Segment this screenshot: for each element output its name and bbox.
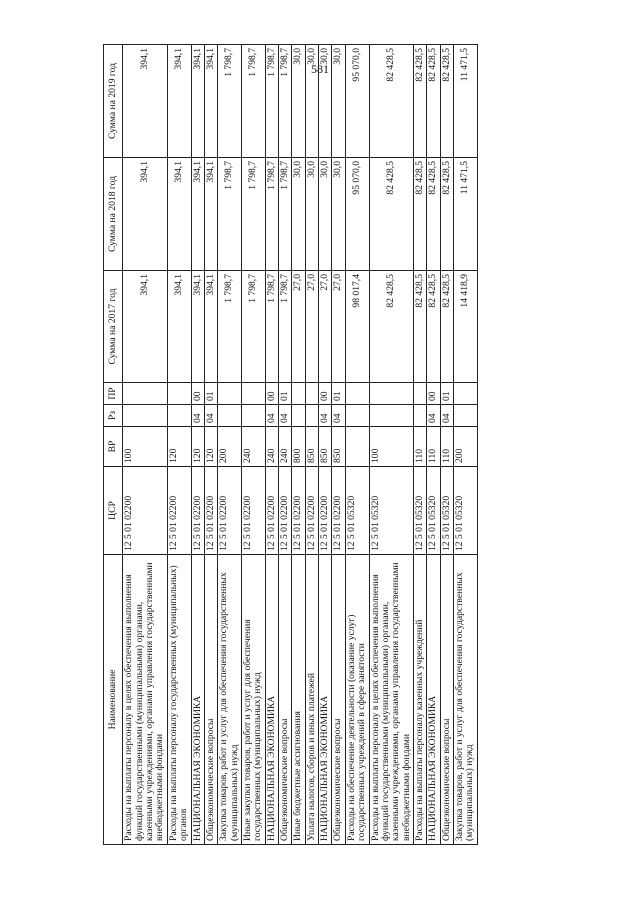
- table-row: [413, 45, 426, 845]
- cell-csr: 12 5 01 05320: [413, 467, 426, 555]
- table-row: [218, 45, 242, 845]
- cell-vr: 110: [440, 427, 453, 467]
- cell-y2019: 82 428,5: [440, 45, 453, 158]
- cell-pr: 00: [265, 383, 278, 405]
- cell-vr: 120: [167, 427, 191, 467]
- table-body: [123, 45, 477, 845]
- cell-y2018: 30,0: [292, 158, 305, 271]
- table-row: [319, 45, 332, 845]
- cell-y2018: 394,1: [123, 158, 167, 271]
- cell-y2018: 30,0: [332, 158, 345, 271]
- table-row: [241, 45, 265, 845]
- cell-rz: [369, 405, 413, 427]
- cell-name: Общеэкономические вопросы: [279, 555, 292, 845]
- cell-csr: 12 5 01 05320: [345, 467, 369, 555]
- table-row: [292, 45, 305, 845]
- table-row: [440, 45, 453, 845]
- cell-y2017: 82 428,5: [440, 271, 453, 383]
- budget-table: [103, 44, 478, 845]
- cell-y2018: 394,1: [204, 158, 217, 271]
- cell-name: Закупка товаров, работ и услуг для обеспечения государственных (муниципальных) нужд: [454, 555, 478, 845]
- cell-y2017: 14 418,9: [454, 271, 478, 383]
- cell-y2019: 11 471,5: [454, 45, 478, 158]
- cell-rz: [218, 405, 242, 427]
- cell-y2017: 394,1: [167, 271, 191, 383]
- cell-y2018: 82 428,5: [440, 158, 453, 271]
- table-row: [123, 45, 167, 845]
- cell-pr: [454, 383, 478, 405]
- cell-pr: 01: [279, 383, 292, 405]
- cell-y2017: 1 798,7: [218, 271, 242, 383]
- cell-csr: 12 5 01 02200: [218, 467, 242, 555]
- cell-pr: [345, 383, 369, 405]
- cell-csr: 12 5 01 05320: [454, 467, 478, 555]
- cell-name: НАЦИОНАЛЬНАЯ ЭКОНОМИКА: [319, 555, 332, 845]
- header-vr: ВР: [104, 427, 123, 467]
- header-pr: ПР: [104, 383, 123, 405]
- cell-y2018: 394,1: [191, 158, 204, 271]
- cell-y2017: 1 798,7: [241, 271, 265, 383]
- cell-pr: [123, 383, 167, 405]
- table-row: [369, 45, 413, 845]
- cell-pr: [413, 383, 426, 405]
- header-2017: Сумма на 2017 год: [104, 271, 123, 383]
- cell-rz: 04: [332, 405, 345, 427]
- cell-csr: 12 5 01 02200: [332, 467, 345, 555]
- cell-vr: 240: [279, 427, 292, 467]
- cell-csr: 12 5 01 02200: [319, 467, 332, 555]
- cell-vr: 120: [204, 427, 217, 467]
- header-2018: Сумма на 2018 год: [104, 158, 123, 271]
- cell-y2017: 82 428,5: [427, 271, 440, 383]
- cell-pr: 01: [204, 383, 217, 405]
- cell-y2018: 1 798,7: [279, 158, 292, 271]
- cell-y2019: 1 798,7: [241, 45, 265, 158]
- cell-csr: 12 5 01 02200: [279, 467, 292, 555]
- cell-name: Расходы на выплаты персоналу казенных учреждений: [413, 555, 426, 845]
- cell-pr: 00: [427, 383, 440, 405]
- table-row: [345, 45, 369, 845]
- cell-name: Расходы на обеспечение деятельности (оказание услуг) государственных учреждений в сфере занятости: [345, 555, 369, 845]
- cell-rz: [454, 405, 478, 427]
- cell-pr: [292, 383, 305, 405]
- cell-y2017: 82 428,5: [369, 271, 413, 383]
- cell-y2018: 95 070,0: [345, 158, 369, 271]
- cell-vr: 200: [218, 427, 242, 467]
- cell-y2017: 82 428,5: [413, 271, 426, 383]
- cell-y2018: 1 798,7: [265, 158, 278, 271]
- table-row: [305, 45, 318, 845]
- cell-y2019: 30,0: [292, 45, 305, 158]
- cell-vr: 110: [427, 427, 440, 467]
- cell-y2017: 27,0: [292, 271, 305, 383]
- table-row: [279, 45, 292, 845]
- cell-csr: 12 5 01 05320: [369, 467, 413, 555]
- cell-rz: 04: [319, 405, 332, 427]
- cell-y2017: 27,0: [305, 271, 318, 383]
- cell-y2019: 95 070,0: [345, 45, 369, 158]
- cell-pr: [167, 383, 191, 405]
- header-2019: Сумма на 2019 год: [104, 45, 123, 158]
- cell-pr: 01: [332, 383, 345, 405]
- cell-y2019: 394,1: [123, 45, 167, 158]
- table-row: [332, 45, 345, 845]
- cell-y2019: 30,0: [305, 45, 318, 158]
- table-row: [167, 45, 191, 845]
- cell-y2018: 82 428,5: [413, 158, 426, 271]
- table-row: [454, 45, 478, 845]
- cell-pr: 00: [319, 383, 332, 405]
- cell-name: Общеэкономические вопросы: [332, 555, 345, 845]
- cell-y2019: 30,0: [332, 45, 345, 158]
- cell-name: Уплата налогов, сборов и иных платежей: [305, 555, 318, 845]
- cell-vr: 850: [305, 427, 318, 467]
- cell-csr: 12 5 01 02200: [265, 467, 278, 555]
- cell-name: Иные бюджетные ассигнования: [292, 555, 305, 845]
- cell-y2019: 82 428,5: [427, 45, 440, 158]
- cell-vr: 850: [319, 427, 332, 467]
- cell-rz: 04: [265, 405, 278, 427]
- rotated-page-content: [103, 45, 543, 845]
- cell-y2017: 394,1: [204, 271, 217, 383]
- cell-rz: 04: [204, 405, 217, 427]
- cell-y2019: 82 428,5: [369, 45, 413, 158]
- cell-y2017: 98 017,4: [345, 271, 369, 383]
- cell-rz: [292, 405, 305, 427]
- cell-pr: 01: [440, 383, 453, 405]
- table-row: [265, 45, 278, 845]
- cell-rz: [123, 405, 167, 427]
- cell-csr: 12 5 01 02200: [191, 467, 204, 555]
- cell-vr: 200: [454, 427, 478, 467]
- cell-y2017: 1 798,7: [279, 271, 292, 383]
- cell-csr: 12 5 01 02200: [292, 467, 305, 555]
- cell-rz: 04: [191, 405, 204, 427]
- cell-vr: [345, 427, 369, 467]
- cell-vr: 240: [265, 427, 278, 467]
- cell-y2019: 1 798,7: [218, 45, 242, 158]
- cell-y2018: 1 798,7: [241, 158, 265, 271]
- cell-vr: 120: [191, 427, 204, 467]
- cell-name: Расходы на выплаты персоналу государственных (муниципальных) органов: [167, 555, 191, 845]
- table-row: [427, 45, 440, 845]
- cell-csr: 12 5 01 02200: [167, 467, 191, 555]
- cell-name: Иные закупки товаров, работ и услуг для обеспечения государственных (муниципальных) нужд: [241, 555, 265, 845]
- cell-rz: [413, 405, 426, 427]
- cell-vr: 100: [123, 427, 167, 467]
- header-rz: Рз: [104, 405, 123, 427]
- cell-y2017: 27,0: [332, 271, 345, 383]
- cell-y2018: 82 428,5: [369, 158, 413, 271]
- cell-rz: 04: [440, 405, 453, 427]
- cell-pr: [241, 383, 265, 405]
- cell-y2017: 27,0: [319, 271, 332, 383]
- cell-vr: 110: [413, 427, 426, 467]
- table-header-row: [104, 45, 123, 845]
- cell-vr: 100: [369, 427, 413, 467]
- cell-name: Общеэкономические вопросы: [440, 555, 453, 845]
- cell-csr: 12 5 01 02200: [204, 467, 217, 555]
- header-csr: ЦСР: [104, 467, 123, 555]
- cell-rz: 04: [279, 405, 292, 427]
- cell-y2018: 1 798,7: [218, 158, 242, 271]
- cell-y2018: 82 428,5: [427, 158, 440, 271]
- cell-csr: 12 5 01 02200: [241, 467, 265, 555]
- cell-name: Общеэкономические вопросы: [204, 555, 217, 845]
- page-number: 581: [311, 62, 329, 76]
- cell-y2019: 394,1: [167, 45, 191, 158]
- cell-y2019: 394,1: [204, 45, 217, 158]
- cell-csr: 12 5 01 02200: [123, 467, 167, 555]
- cell-rz: 04: [427, 405, 440, 427]
- cell-y2017: 394,1: [191, 271, 204, 383]
- cell-y2018: 394,1: [167, 158, 191, 271]
- cell-name: Закупка товаров, работ и услуг для обеспечения государственных (муниципальных) нужд: [218, 555, 242, 845]
- cell-rz: [241, 405, 265, 427]
- cell-y2017: 394,1: [123, 271, 167, 383]
- cell-name: НАЦИОНАЛЬНАЯ ЭКОНОМИКА: [427, 555, 440, 845]
- cell-y2018: 30,0: [305, 158, 318, 271]
- cell-pr: [369, 383, 413, 405]
- cell-name: НАЦИОНАЛЬНАЯ ЭКОНОМИКА: [191, 555, 204, 845]
- cell-y2017: 1 798,7: [265, 271, 278, 383]
- cell-vr: 800: [292, 427, 305, 467]
- cell-y2018: 30,0: [319, 158, 332, 271]
- table-row: [204, 45, 217, 845]
- cell-pr: 00: [191, 383, 204, 405]
- cell-rz: [305, 405, 318, 427]
- cell-vr: 240: [241, 427, 265, 467]
- cell-y2019: 1 798,7: [279, 45, 292, 158]
- cell-name: НАЦИОНАЛЬНАЯ ЭКОНОМИКА: [265, 555, 278, 845]
- cell-y2019: 1 798,7: [265, 45, 278, 158]
- cell-vr: 850: [332, 427, 345, 467]
- cell-pr: [305, 383, 318, 405]
- cell-csr: 12 5 01 02200: [305, 467, 318, 555]
- table-row: [191, 45, 204, 845]
- cell-pr: [218, 383, 242, 405]
- cell-name: Расходы на выплаты персоналу в целях обеспечения выполнения функций государственными (муниципальными) органами, казенными учреждениями, органами управления государственными внебюджетными фондами: [369, 555, 413, 845]
- cell-csr: 12 5 01 05320: [427, 467, 440, 555]
- cell-y2019: 82 428,5: [413, 45, 426, 158]
- cell-y2019: 30,0: [319, 45, 332, 158]
- cell-csr: 12 5 01 05320: [440, 467, 453, 555]
- cell-name: Расходы на выплаты персоналу в целях обеспечения выполнения функций государственными (муниципальными) органами, казенными учреждениями, органами управления государственными внебюджетными фондами: [123, 555, 167, 845]
- cell-rz: [167, 405, 191, 427]
- cell-y2019: 394,1: [191, 45, 204, 158]
- cell-rz: [345, 405, 369, 427]
- header-name: Наименование: [104, 555, 123, 845]
- cell-y2018: 11 471,5: [454, 158, 478, 271]
